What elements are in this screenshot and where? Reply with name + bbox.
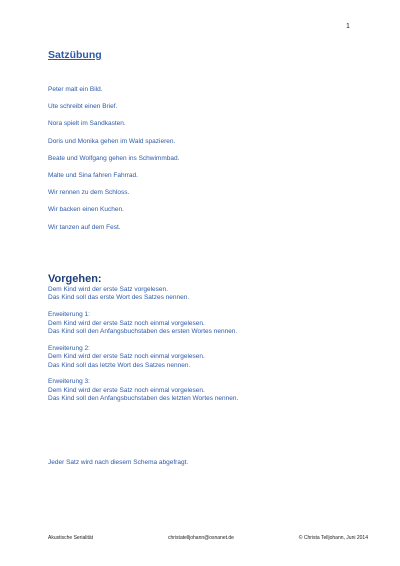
procedure-line: Das Kind soll den Anfangsbuchstaben des letzten Wortes nennen.	[48, 395, 239, 403]
procedure-block-extension-3	[48, 378, 238, 403]
procedure-line: Dem Kind wird der erste Satz noch einmal vorgelesen.	[48, 319, 205, 327]
footer-email: christatelljohann@osnanet.de	[168, 535, 234, 541]
procedure-section	[48, 286, 238, 412]
procedure-block-extension-2	[48, 345, 238, 370]
sentence-list	[48, 86, 179, 241]
procedure-block-basic	[48, 286, 238, 303]
sentence-item: Wir backen einen Kuchen.	[48, 206, 124, 214]
footer-document-title: Akustische Serialität	[48, 535, 94, 541]
procedure-line: Dem Kind wird der erste Satz vorgelesen.	[48, 286, 168, 293]
extension-label: Erweiterung 2:	[48, 344, 90, 352]
sentence-item: Doris und Monika gehen im Wald spazieren.	[48, 137, 176, 145]
procedure-block-extension-1	[48, 311, 238, 336]
procedure-line: Das Kind soll den Anfangsbuchstaben des ersten Wortes nennen.	[48, 327, 238, 335]
procedure-heading: Vorgehen:	[48, 273, 102, 285]
procedure-line: Dem Kind wird der erste Satz noch einmal vorgelesen.	[48, 353, 205, 361]
sentence-item: Beate und Wolfgang gehen ins Schwimmbad.	[48, 154, 180, 162]
page-title: Satzübung	[48, 49, 102, 61]
summary-note: Jeder Satz wird nach diesem Schema abgefragt.	[48, 459, 189, 466]
extension-label: Erweiterung 1:	[48, 311, 90, 319]
procedure-line: Das Kind soll das erste Wort des Satzes nennen.	[48, 294, 190, 302]
sentence-item: Malte und Sina fahren Fahrrad.	[48, 171, 138, 179]
sentence-item: Ute schreibt einen Brief.	[48, 103, 118, 111]
sentence-item: Wir tanzen auf dem Fest.	[48, 223, 121, 231]
procedure-line: Dem Kind wird der erste Satz noch einmal vorgelesen.	[48, 386, 205, 394]
procedure-line: Das Kind soll das letzte Wort des Satzes nennen.	[48, 361, 191, 369]
sentence-item: Peter malt ein Bild.	[48, 86, 103, 93]
extension-label: Erweiterung 3:	[48, 378, 90, 386]
footer-copyright: © Christa Telljohann, Juni 2014	[298, 535, 368, 541]
sentence-item: Wir rennen zu dem Schloss.	[48, 189, 130, 197]
sentence-item: Nora spielt im Sandkasten.	[48, 120, 126, 128]
page-number: 1	[346, 23, 350, 30]
